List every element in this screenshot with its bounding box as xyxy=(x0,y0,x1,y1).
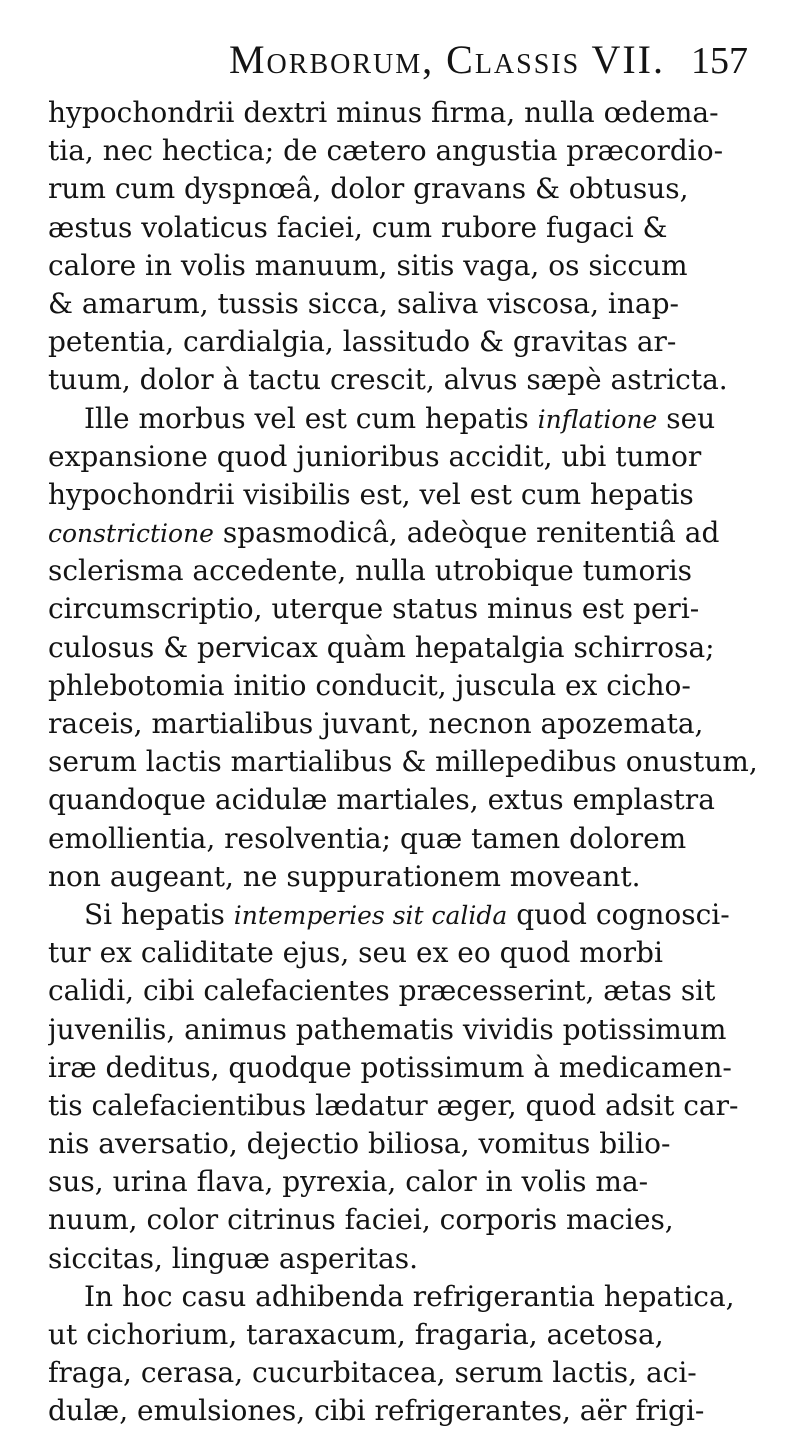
text-line: serum lactis martialibus & millepedibus onustum, xyxy=(48,745,758,779)
text-line: dulæ, emulsiones, cibi refrigerantes, aër frigi- xyxy=(48,1394,705,1428)
text-line: sclerisma accedente, nulla utrobique tumoris xyxy=(48,554,693,588)
text-line: non augeant, ne suppurationem moveant. xyxy=(48,859,641,893)
text-line: hypochondrii dextri minus firma, nulla œdema- xyxy=(48,96,719,129)
text-line: iræ deditus, quodque potissimum à medicamen- xyxy=(48,1050,732,1084)
text-line: nuum, color citrinus faciei, corporis macies, xyxy=(48,1203,674,1237)
text-line xyxy=(48,896,760,934)
text-line: In hoc casu adhibenda refrigerantia hepatica, xyxy=(84,1279,735,1313)
text-line: ut cichorium, taraxacum, fragaria, acetosa, xyxy=(48,1318,664,1351)
italic-term: inflatione xyxy=(537,404,658,434)
text-line: & amarum, tussis sicca, saliva viscosa, inap- xyxy=(48,286,679,320)
italic-term: intemperies sit calida xyxy=(233,900,508,930)
text-line: sus, urina flava, pyrexia, calor in volis ma- xyxy=(48,1165,649,1199)
text-line xyxy=(48,514,760,552)
page-number: 157 xyxy=(691,40,748,82)
text-line: fraga, cerasa, cucurbitacea, serum lactis, aci- xyxy=(48,1356,697,1390)
text-line: calore in volis manuum, sitis vaga, os siccum xyxy=(48,248,688,282)
body-text xyxy=(48,94,760,1431)
text-line: hypochondrii visibilis est, vel est cum hepatis xyxy=(48,477,694,511)
text-segment: spasmodicâ, adeòque renitentiâ ad xyxy=(213,516,720,550)
text-line: juvenilis, animus pathematis vividis potissimum xyxy=(48,1012,727,1046)
text-line: tia, nec hectica; de cætero angustia præcordio- xyxy=(48,134,724,168)
text-segment: Si hepatis xyxy=(84,897,234,931)
text-line: raceis, martialibus juvant, necnon apozemata, xyxy=(48,707,704,740)
paragraph-3 xyxy=(48,896,760,1278)
text-segment: Ille morbus vel est cum hepatis xyxy=(84,401,538,435)
paragraph-2 xyxy=(48,400,760,896)
text-line: æstus volaticus faciei, cum rubore fugaci & xyxy=(48,210,668,244)
paragraph-4 xyxy=(48,1278,760,1431)
text-line: siccitas, linguæ asperitas. xyxy=(48,1241,418,1275)
text-line: tuum, dolor à tactu crescit, alvus sæpè astricta. xyxy=(48,363,728,397)
text-line: expansione quod junioribus accidit, ubi tumor xyxy=(48,439,702,473)
text-line: circumscriptio, uterque status minus est peri- xyxy=(48,592,700,626)
text-line: petentia, cardialgia, lassitudo & gravitas ar- xyxy=(48,325,677,359)
text-line: tis calefacientibus lædatur æger, quod adsit car- xyxy=(48,1088,739,1122)
text-line: rum cum dyspnœâ, dolor gravans & obtusus, xyxy=(48,172,689,206)
text-line: quandoque acidulæ martiales, extus emplastra xyxy=(48,783,715,817)
page-header xyxy=(48,36,760,92)
text-segment: quod cognosci- xyxy=(507,897,730,931)
text-line: culosus & pervicax quàm hepatalgia schirrosa; xyxy=(48,630,715,664)
text-segment: seu xyxy=(657,401,716,435)
text-line: nis aversatio, dejectio biliosa, vomitus bilio- xyxy=(48,1127,671,1161)
text-line: emollientia, resolventia; quæ tamen dolorem xyxy=(48,821,687,855)
italic-term: constrictione xyxy=(48,519,214,549)
paragraph-1 xyxy=(48,94,760,400)
text-line xyxy=(48,400,760,438)
text-line: calidi, cibi calefacientes præcesserint, ætas sit xyxy=(48,974,716,1008)
running-title: Morborum, Classis VII. xyxy=(228,37,665,82)
text-line: phlebotomia initio conducit, juscula ex cicho- xyxy=(48,668,691,702)
text-line: tur ex caliditate ejus, seu ex eo quod morbi xyxy=(48,936,663,970)
